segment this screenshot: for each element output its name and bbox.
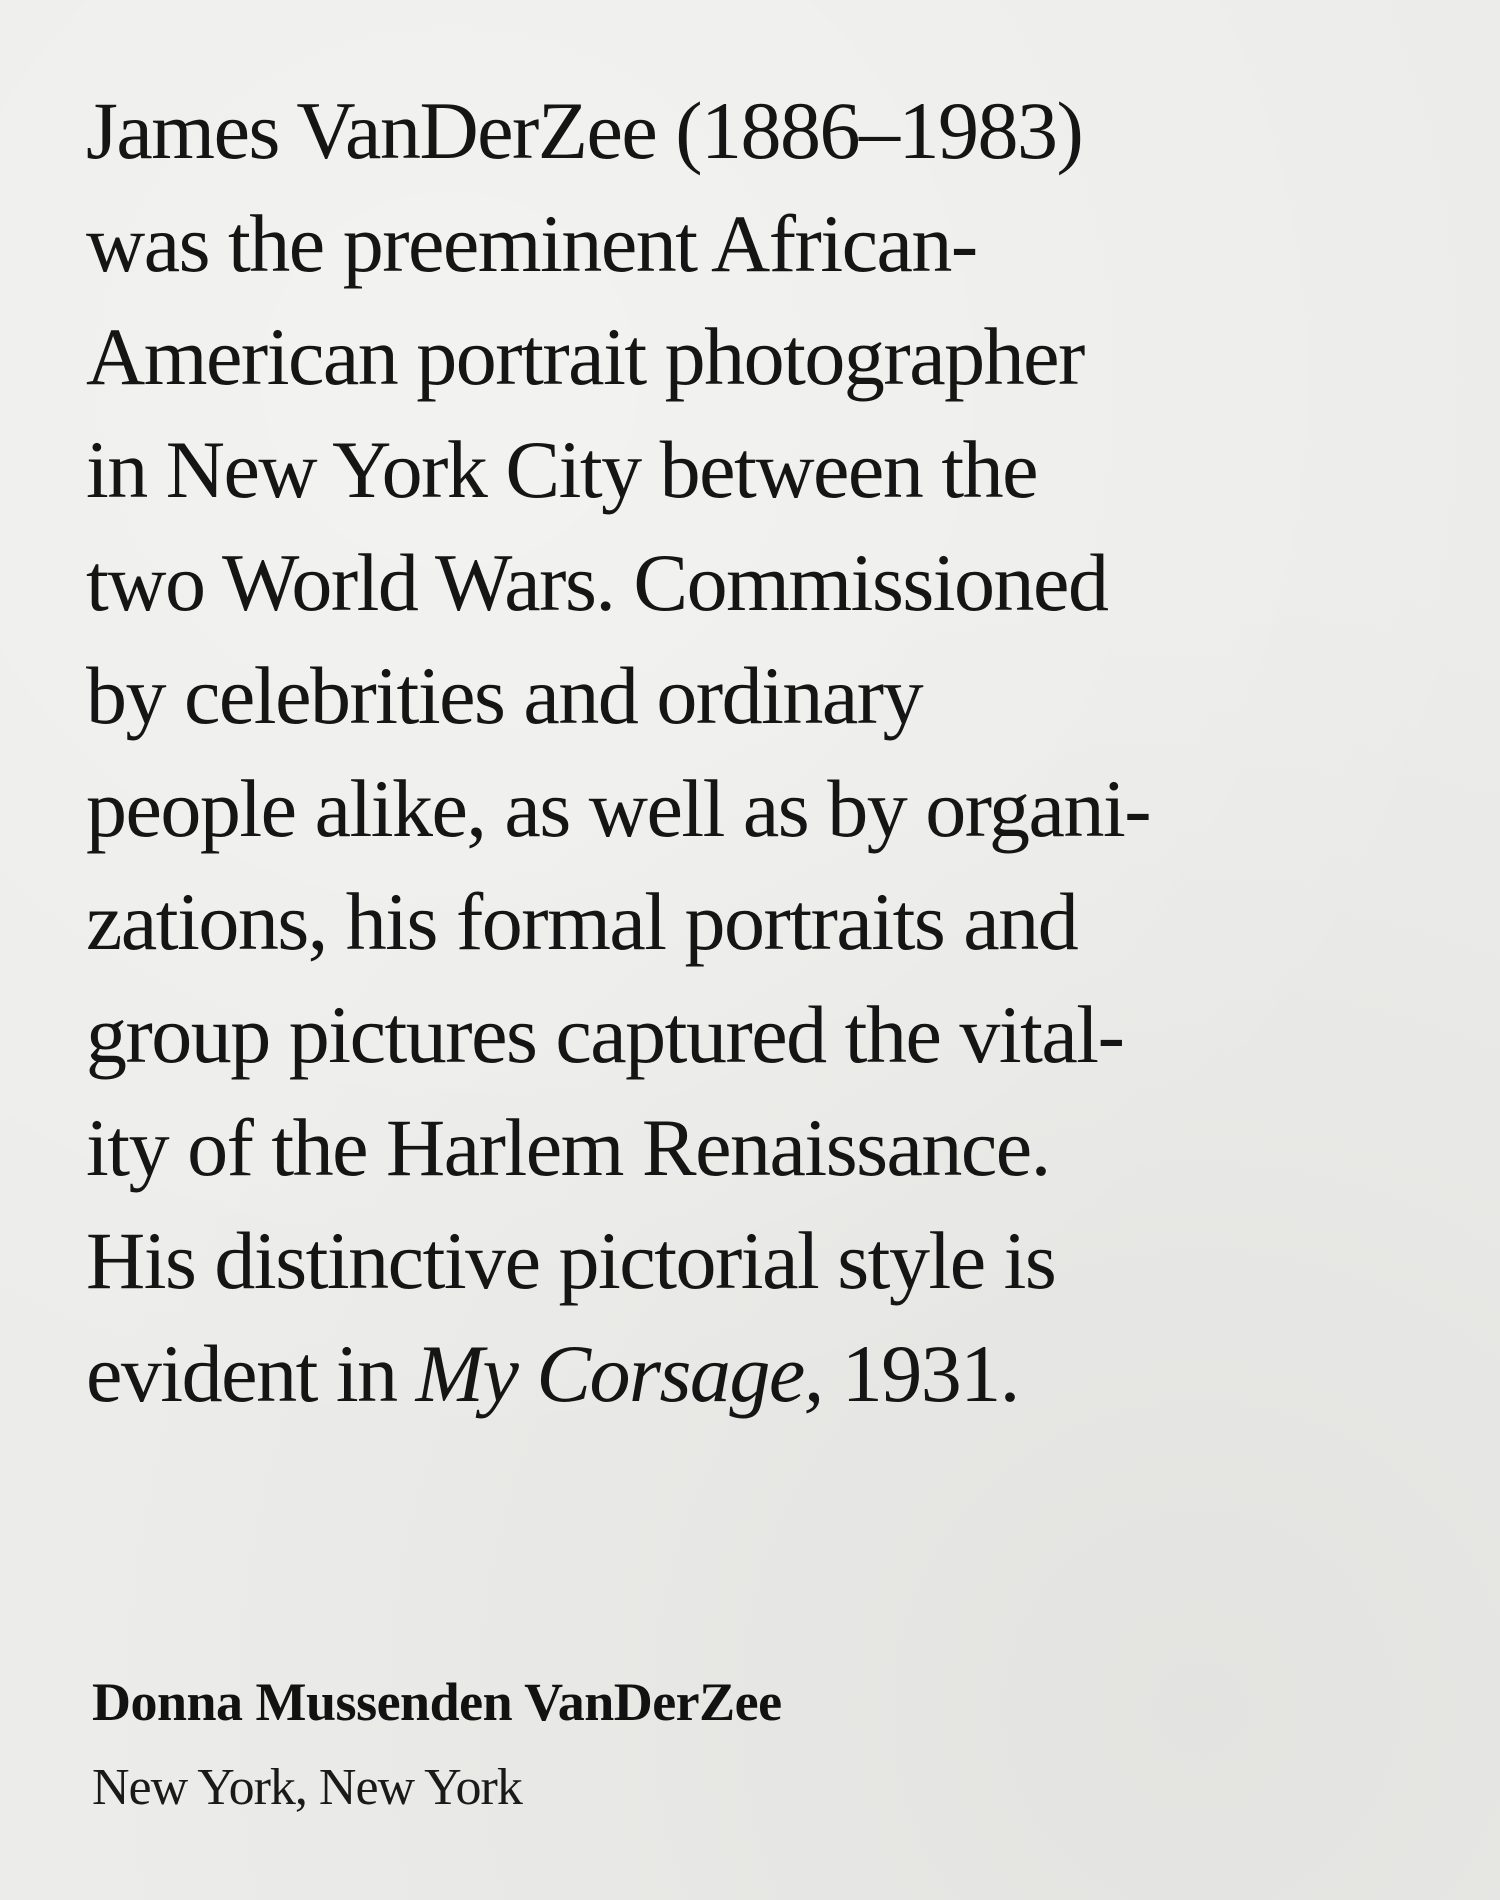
caption-line: in New York City between the — [86, 424, 1038, 515]
caption-line: ity of the Harlem Renaissance. — [86, 1102, 1050, 1193]
caption-last-line-prefix: evident in — [86, 1328, 416, 1419]
caption-line: James VanDerZee (1886–1983) — [86, 85, 1083, 176]
caption-line: group pictures captured the vital- — [86, 989, 1124, 1080]
artwork-title: My Corsage, — [415, 1328, 823, 1419]
caption-line: by celebrities and ordinary — [86, 650, 923, 741]
author-location: New York, New York — [92, 1759, 522, 1816]
caption-line: people alike, as well as by organi- — [86, 763, 1151, 854]
caption-line: zations, his formal portraits and — [86, 876, 1078, 967]
caption-last-line — [86, 1317, 1416, 1430]
author-credit — [92, 1668, 1392, 1822]
artwork-year: 1931. — [822, 1328, 1019, 1419]
caption-line: two World Wars. Commissioned — [86, 537, 1108, 628]
caption-paragraph — [86, 74, 1416, 1430]
caption-line: American portrait photographer — [86, 311, 1084, 402]
caption-line: was the preeminent African- — [86, 198, 977, 289]
author-name: Donna Mussenden VanDerZee — [92, 1672, 782, 1732]
caption-line: His distinctive pictorial style is — [86, 1215, 1056, 1306]
